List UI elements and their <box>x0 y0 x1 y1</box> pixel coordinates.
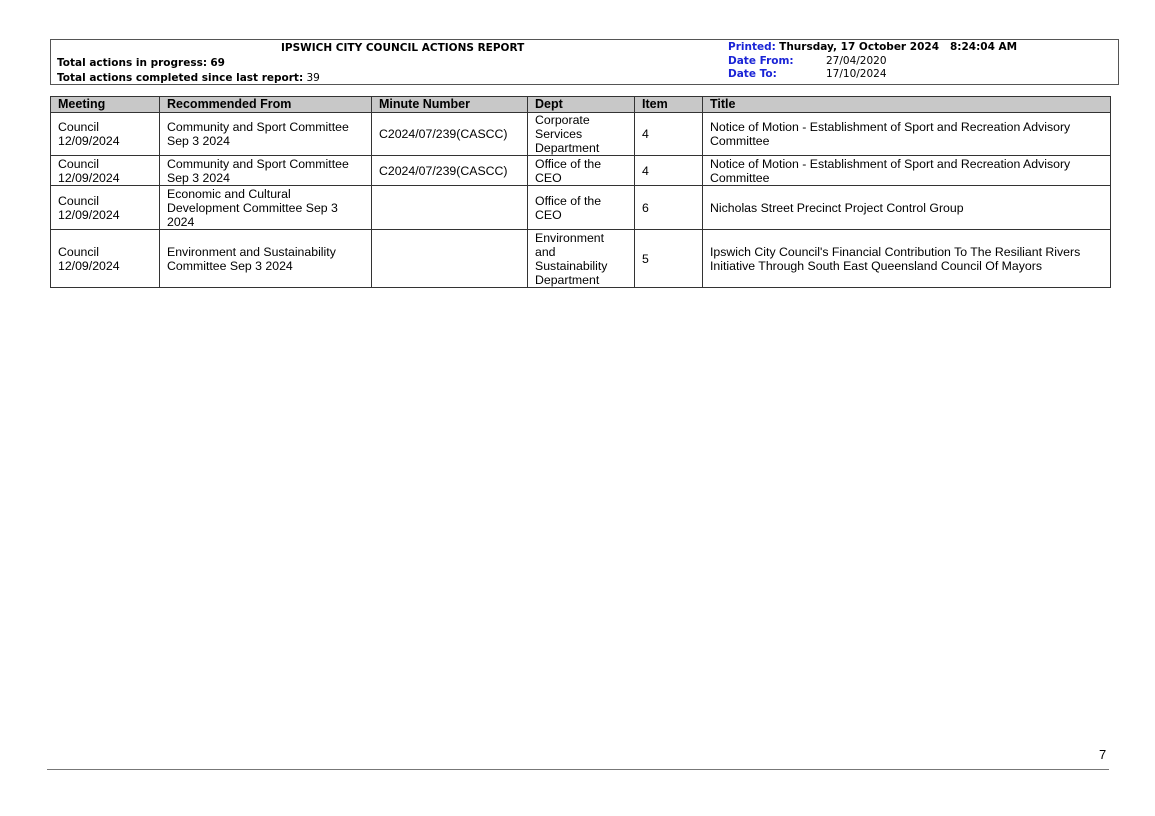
table-header-row <box>51 97 1111 113</box>
meeting-date: 12/09/2024 <box>58 170 120 185</box>
table-row <box>51 113 1111 156</box>
item-cell: 5 <box>635 230 703 288</box>
minute-number-cell: C2024/07/239(CASCC) <box>372 156 528 186</box>
meeting-date: 12/09/2024 <box>58 258 120 273</box>
column-header-item: Item <box>635 97 703 113</box>
table-row <box>51 156 1111 186</box>
meeting-name: Council <box>58 120 100 134</box>
recommended-from-cell: Community and Sport Committee Sep 3 2024 <box>160 113 372 156</box>
printed-value: Thursday, 17 October 2024 8:24:04 AM <box>779 41 1018 53</box>
minute-number-cell <box>372 230 528 288</box>
completed-value: 39 <box>306 72 320 84</box>
in-progress-value: 69 <box>210 57 225 69</box>
date-from-label: Date From: <box>728 55 794 67</box>
table-row <box>51 186 1111 230</box>
meeting-cell <box>51 156 160 186</box>
date-from-line <box>728 55 887 67</box>
printed-line <box>728 41 1017 53</box>
printed-label: Printed: <box>728 41 776 53</box>
date-to-value: 17/10/2024 <box>826 68 887 80</box>
completed-stat <box>57 72 320 84</box>
minute-number-cell <box>372 186 528 230</box>
meeting-cell <box>51 113 160 156</box>
completed-label: Total actions completed since last report: <box>57 72 304 84</box>
footer-divider <box>47 769 1109 770</box>
column-header-title: Title <box>703 97 1111 113</box>
meeting-name: Council <box>58 193 100 208</box>
recommended-from-cell: Community and Sport Committee Sep 3 2024 <box>160 156 372 186</box>
title-cell: Ipswich City Council's Financial Contribution To The Resiliant Rivers Initiative Through South East Queensland Council Of Mayors <box>703 230 1111 288</box>
title-cell: Notice of Motion - Establishment of Sport and Recreation Advisory Committee <box>703 156 1111 186</box>
title-cell: Nicholas Street Precinct Project Control Group <box>703 186 1111 230</box>
dept-cell: Office of the CEO <box>528 156 635 186</box>
date-to-label: Date To: <box>728 68 777 80</box>
column-header-dept: Dept <box>528 97 635 113</box>
column-header-recommended-from: Recommended From <box>160 97 372 113</box>
dept-cell: Corporate Services Department <box>528 113 635 156</box>
in-progress-label: Total actions in progress: <box>57 57 208 69</box>
date-from-value: 27/04/2020 <box>826 55 887 67</box>
item-cell: 4 <box>635 156 703 186</box>
page-number: 7 <box>1099 747 1107 762</box>
column-header-meeting: Meeting <box>51 97 160 113</box>
column-header-minute-number: Minute Number <box>372 97 528 113</box>
meeting-cell <box>51 230 160 288</box>
title-cell: Notice of Motion - Establishment of Sport and Recreation Advisory Committee <box>703 113 1111 156</box>
dept-cell: Environment and Sustainability Department <box>528 230 635 288</box>
dept-cell: Office of the CEO <box>528 186 635 230</box>
actions-table <box>50 96 1111 288</box>
in-progress-stat <box>57 57 225 69</box>
report-header <box>50 39 1119 85</box>
item-cell: 6 <box>635 186 703 230</box>
minute-number-cell: C2024/07/239(CASCC) <box>372 113 528 156</box>
meeting-date: 12/09/2024 <box>58 134 120 148</box>
recommended-from-cell: Environment and Sustainability Committee Sep 3 2024 <box>160 230 372 288</box>
report-title: IPSWICH CITY COUNCIL ACTIONS REPORT <box>281 42 525 54</box>
meeting-cell <box>51 186 160 230</box>
meeting-date: 12/09/2024 <box>58 207 120 222</box>
meeting-name: Council <box>58 156 100 171</box>
recommended-from-cell: Economic and Cultural Development Committee Sep 3 2024 <box>160 186 372 230</box>
table-row <box>51 230 1111 288</box>
item-cell: 4 <box>635 113 703 156</box>
date-to-line <box>728 68 887 80</box>
meeting-name: Council <box>58 244 100 259</box>
